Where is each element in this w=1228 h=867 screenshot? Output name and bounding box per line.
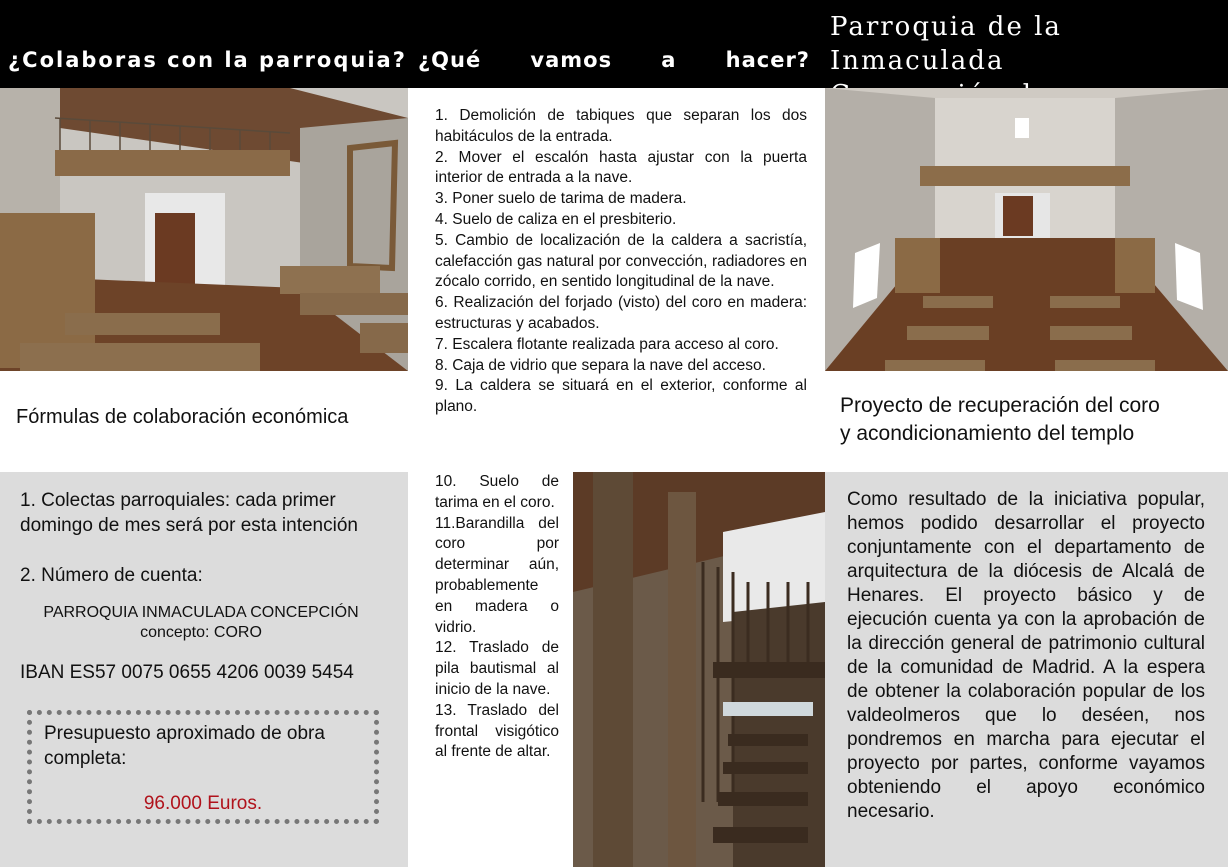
collaboration-heading: Fórmulas de colaboración económica [16, 406, 349, 428]
middle-header-title [418, 48, 810, 72]
works-item: 3. Poner suelo de tarima de madera. [435, 190, 687, 208]
works-item: 12. Traslado de pila bautismal al inicio de la nave. [435, 639, 559, 698]
works-item: 9. La caldera se situará en el exterior, conforme al plano. [435, 377, 807, 416]
middle-header-word: hacer? [725, 48, 810, 72]
project-heading [840, 392, 1160, 448]
budget-box [27, 710, 379, 824]
collection-item: 1. Colectas parroquiales: cada primer domingo de mes será por esta intención [20, 490, 358, 536]
middle-header-word: a [661, 48, 677, 72]
works-item: 8. Caja de vidrio que separa la nave del acceso. [435, 356, 766, 374]
works-item: 10. Suelo de tarima en el coro. [435, 473, 559, 511]
middle-header-word: ¿Qué [418, 48, 482, 72]
project-heading-line2: y acondicionamiento del templo [840, 422, 1135, 445]
bank-account-holder [20, 603, 382, 643]
works-item: 5. Cambio de localización de la caldera a sacristía, calefacción gas natural por convección, radiadores en zócalo corrido, en sentido longitudinal de la nave. [435, 231, 807, 291]
works-list [435, 106, 807, 418]
collaboration-methods [20, 488, 410, 588]
works-item: 1. Demolición de tabiques que separan los dos habitáculos de la entrada. [435, 107, 807, 145]
iban-number: IBAN ES57 0075 0655 4206 0039 5454 [20, 662, 354, 683]
left-header-title: ¿Colaboras con la parroquia? [8, 48, 407, 72]
budget-title: Presupuesto aproximado de obra completa: [44, 723, 325, 769]
works-list-continued [435, 472, 559, 763]
bank-concept: concepto: CORO [140, 624, 262, 641]
budget-value: 96.000 Euros. [143, 793, 263, 814]
works-item: 2. Mover el escalón hasta ajustar con la puerta interior de entrada a la nave. [435, 148, 807, 187]
project-story: Como resultado de la iniciativa popular, hemos podido desarrollar el proyecto conjuntamente con el departamento de arquitectura de la diócesis de Alcalá de Henares. El proyecto básico y de ejecución cuenta ya con la aprobación de la dirección general de patrimonio cultural de la comunidad de Madrid. A la espera de obtener la colaboración popular de los valdeolmeros que lo deséen, nos pondremos en marcha para ejecutar el proyecto por partes, conforme vayamos obteniendo el apoyo económico necesario. [847, 489, 1205, 822]
staircase-render [573, 472, 825, 867]
works-item: 6. Realización del forjado (visto) del coro en madera: estructuras y acabados. [435, 294, 807, 332]
account-item: 2. Número de cuenta: [20, 565, 203, 586]
works-item: 13. Traslado del frontal visigótico al frente de altar. [435, 701, 559, 761]
middle-header-word: vamos [530, 48, 613, 72]
parish-title-line1: Parroquia de la Inmaculada [830, 12, 1062, 76]
works-item: 4. Suelo de caliza en el presbiterio. [435, 210, 677, 228]
interior-render-right [825, 88, 1228, 371]
bank-name: PARROQUIA INMACULADA CONCEPCIÓN [43, 604, 359, 621]
project-heading-line1: Proyecto de recuperación del coro [840, 394, 1160, 417]
interior-render-left [0, 88, 408, 371]
works-item: 7. Escalera flotante realizada para acceso al coro. [435, 335, 779, 353]
works-item: 11.Barandilla del coro por determinar aún, probablemente en madera o vidrio. [435, 514, 559, 636]
